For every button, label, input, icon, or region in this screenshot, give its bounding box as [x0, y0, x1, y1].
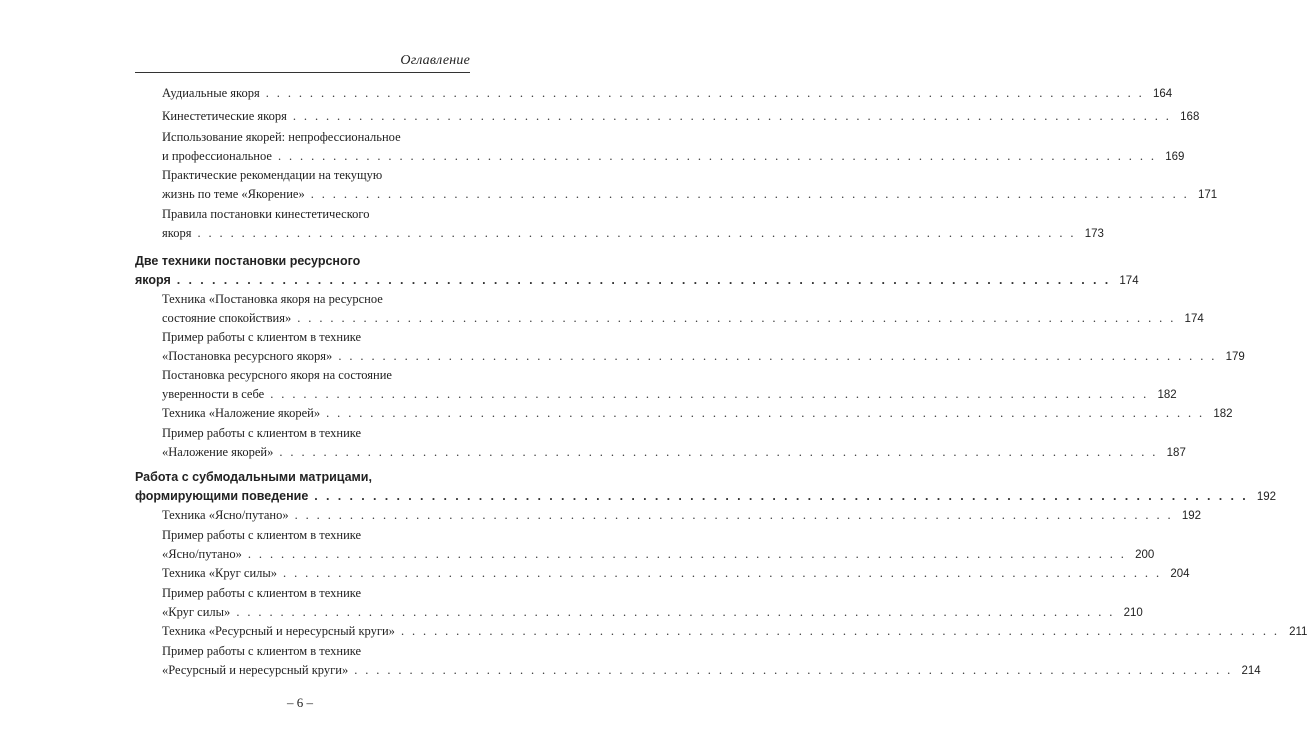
entry-title-line1: Пример работы с клиентом в технике: [162, 644, 362, 658]
toc-entry: [162, 366, 1177, 405]
toc-section-entry: [135, 252, 1139, 291]
toc-entry: [162, 564, 1190, 584]
dot-leader: . . . . . . . . . . . . . . . . . . . . . . . . . . . . . . . . . . . . . . . . . . . . . . . . . . . . . . . . . . . . . . . . . . . . . . . . . . . . . . . .: [270, 387, 1149, 401]
toc-entry: [162, 506, 1202, 526]
toc-entry: [162, 205, 1104, 244]
entry-page-number: 179: [1225, 351, 1245, 363]
entry-title-line2: уверенности в себе: [162, 387, 265, 401]
entry-title-line2: Кинестетические якоря: [162, 109, 287, 123]
entry-page-number: 192: [1181, 510, 1202, 522]
dot-leader: . . . . . . . . . . . . . . . . . . . . . . . . . . . . . . . . . . . . . . . . . . . . . . . . . . . . . . . . . . . . . . . . . . . . . . . . . . . . . . . .: [314, 489, 1249, 503]
entry-last-line: [162, 443, 1186, 463]
entry-page-number: 192: [1256, 491, 1277, 503]
entry-page-number: 204: [1170, 568, 1190, 580]
entry-last-line: [162, 661, 1261, 681]
dot-leader: . . . . . . . . . . . . . . . . . . . . . . . . . . . . . . . . . . . . . . . . . . . . . . . . . . . . . . . . . . . . . . . . . . . . . . . . . . . . . . . .: [400, 624, 1280, 638]
dot-leader: . . . . . . . . . . . . . . . . . . . . . . . . . . . . . . . . . . . . . . . . . . . . . . . . . . . . . . . . . . . . . . . . . . . . . . . . . . . . . . . .: [283, 566, 1162, 580]
entry-title-line1: Пример работы с клиентом в технике: [162, 330, 362, 344]
entry-title-line2: Техника «Ясно/путано»: [162, 508, 289, 522]
dot-leader: . . . . . . . . . . . . . . . . . . . . . . . . . . . . . . . . . . . . . . . . . . . . . . . . . . . . . . . . . . . . . . . . . . . . . . . . . . . . . . . .: [279, 445, 1158, 459]
dot-leader: . . . . . . . . . . . . . . . . . . . . . . . . . . . . . . . . . . . . . . . . . . . . . . . . . . . . . . . . . . . . . . . . . . . . . . . . . . . . . . . .: [354, 663, 1233, 677]
toc-entry: [162, 424, 1186, 463]
dot-leader: . . . . . . . . . . . . . . . . . . . . . . . . . . . . . . . . . . . . . . . . . . . . . . . . . . . . . . . . . . . . . . . . . . . . . . . . . . . . . . . .: [176, 273, 1111, 287]
entry-page-number: 173: [1084, 228, 1104, 240]
toc-entry: [162, 642, 1261, 681]
entry-title-line2: Аудиальные якоря: [162, 86, 260, 100]
entry-title-line2: якоря: [162, 226, 192, 240]
entry-page-number: 200: [1135, 549, 1155, 561]
entry-page-number: 182: [1213, 408, 1233, 420]
entry-last-line: [162, 385, 1177, 405]
entry-last-line: [162, 107, 1200, 127]
toc-entry: [162, 290, 1204, 329]
entry-last-line: [162, 84, 1173, 104]
header-rule: [135, 72, 470, 73]
toc-entry: [162, 526, 1155, 565]
toc-entry: [162, 128, 1185, 167]
entry-page-number: 211: [1289, 626, 1307, 638]
entry-title-line1: Пример работы с клиентом в технике: [162, 586, 362, 600]
dot-leader: . . . . . . . . . . . . . . . . . . . . . . . . . . . . . . . . . . . . . . . . . . . . . . . . . . . . . . . . . . . . . . . . . . . . . . . . . . . . . . . .: [297, 311, 1176, 325]
dot-leader: . . . . . . . . . . . . . . . . . . . . . . . . . . . . . . . . . . . . . . . . . . . . . . . . . . . . . . . . . . . . . . . . . . . . . . . . . . . . . . . .: [294, 508, 1174, 522]
page-number: – 6 –: [287, 695, 313, 710]
entry-title-line1: Пример работы с клиентом в технике: [162, 528, 362, 542]
entry-title-line1: Правила постановки кинестетического: [162, 207, 370, 221]
entry-title-line1: Постановка ресурсного якоря на состояние: [162, 368, 392, 382]
entry-title-line1: Две техники постановки ресурсного: [135, 254, 361, 268]
entry-last-line: [162, 603, 1143, 623]
entry-page-number: 210: [1123, 607, 1143, 619]
entry-last-line: [162, 309, 1204, 329]
dot-leader: . . . . . . . . . . . . . . . . . . . . . . . . . . . . . . . . . . . . . . . . . . . . . . . . . . . . . . . . . . . . . . . . . . . . . . . . . . . . . . . .: [197, 226, 1076, 240]
dot-leader: . . . . . . . . . . . . . . . . . . . . . . . . . . . . . . . . . . . . . . . . . . . . . . . . . . . . . . . . . . . . . . . . . . . . . . . . . . . . . . . .: [338, 349, 1217, 363]
entry-title-line1: Пример работы с клиентом в технике: [162, 426, 362, 440]
entry-page-number: 171: [1198, 189, 1218, 201]
entry-title-line2: Техника «Круг силы»: [162, 566, 278, 580]
entry-title-line2: «Ресурсный и нересурсный круги»: [162, 663, 349, 677]
running-header-title: Оглавление: [400, 53, 470, 68]
entry-title-line2: формирующими поведение: [135, 489, 309, 503]
entry-page-number: 182: [1157, 389, 1177, 401]
toc-entry: [162, 166, 1218, 205]
entry-page-number: 164: [1153, 88, 1173, 100]
toc-entry: [162, 404, 1233, 424]
entry-title-line2: Техника «Наложение якорей»: [162, 406, 321, 420]
entry-title-line2: жизнь по теме «Якорение»: [162, 187, 305, 201]
entry-last-line: [162, 622, 1307, 642]
entry-title-line2: «Постановка ресурсного якоря»: [162, 349, 333, 363]
entry-page-number: 168: [1180, 111, 1200, 123]
entry-last-line: [162, 147, 1185, 167]
entry-title-line2: состояние спокойствия»: [162, 311, 292, 325]
entry-last-line: [162, 347, 1245, 367]
entry-last-line: [135, 271, 1139, 291]
entry-last-line: [162, 185, 1218, 205]
entry-title-line1: Практические рекомендации на текущую: [162, 168, 383, 182]
entry-page-number: 169: [1165, 151, 1185, 163]
dot-leader: . . . . . . . . . . . . . . . . . . . . . . . . . . . . . . . . . . . . . . . . . . . . . . . . . . . . . . . . . . . . . . . . . . . . . . . . . . . . . . . .: [265, 86, 1145, 100]
entry-last-line: [162, 404, 1233, 424]
dot-leader: . . . . . . . . . . . . . . . . . . . . . . . . . . . . . . . . . . . . . . . . . . . . . . . . . . . . . . . . . . . . . . . . . . . . . . . . . . . . . . . .: [292, 109, 1172, 123]
entry-last-line: [162, 564, 1190, 584]
entry-title-line2: якоря: [135, 273, 171, 287]
entry-last-line: [162, 224, 1104, 244]
entry-title-line1: Использование якорей: непрофессиональное: [162, 130, 401, 144]
entry-title-line1: Техника «Постановка якоря на ресурсное: [162, 292, 383, 306]
entry-page-number: 214: [1241, 665, 1261, 677]
entry-page-number: 174: [1119, 275, 1139, 287]
dot-leader: . . . . . . . . . . . . . . . . . . . . . . . . . . . . . . . . . . . . . . . . . . . . . . . . . . . . . . . . . . . . . . . . . . . . . . . . . . . . . . . .: [326, 406, 1205, 420]
dot-leader: . . . . . . . . . . . . . . . . . . . . . . . . . . . . . . . . . . . . . . . . . . . . . . . . . . . . . . . . . . . . . . . . . . . . . . . . . . . . . . . .: [310, 187, 1190, 201]
toc-entry: [162, 107, 1200, 127]
toc-entry: [162, 622, 1307, 642]
entry-title-line2: «Ясно/путано»: [162, 547, 242, 561]
entry-title-line2: Техника «Ресурсный и нересурсный круги»: [162, 624, 395, 638]
entry-last-line: [135, 487, 1277, 507]
entry-title-line2: и профессиональное: [162, 149, 272, 163]
dot-leader: . . . . . . . . . . . . . . . . . . . . . . . . . . . . . . . . . . . . . . . . . . . . . . . . . . . . . . . . . . . . . . . . . . . . . . . . . . . . . . . .: [247, 547, 1127, 561]
toc-entry: [162, 328, 1245, 367]
entry-title-line1: Работа с субмодальными матрицами,: [135, 470, 372, 484]
entry-page-number: 187: [1166, 447, 1186, 459]
entry-title-line2: «Круг силы»: [162, 605, 231, 619]
toc-section-entry: [135, 468, 1277, 507]
toc-entry: [162, 584, 1143, 623]
entry-last-line: [162, 545, 1155, 565]
dot-leader: . . . . . . . . . . . . . . . . . . . . . . . . . . . . . . . . . . . . . . . . . . . . . . . . . . . . . . . . . . . . . . . . . . . . . . . . . . . . . . . .: [236, 605, 1115, 619]
dot-leader: . . . . . . . . . . . . . . . . . . . . . . . . . . . . . . . . . . . . . . . . . . . . . . . . . . . . . . . . . . . . . . . . . . . . . . . . . . . . . . . .: [277, 149, 1157, 163]
toc-entry: [162, 84, 1173, 104]
entry-last-line: [162, 506, 1202, 526]
entry-page-number: 174: [1184, 313, 1204, 325]
entry-title-line2: «Наложение якорей»: [162, 445, 274, 459]
